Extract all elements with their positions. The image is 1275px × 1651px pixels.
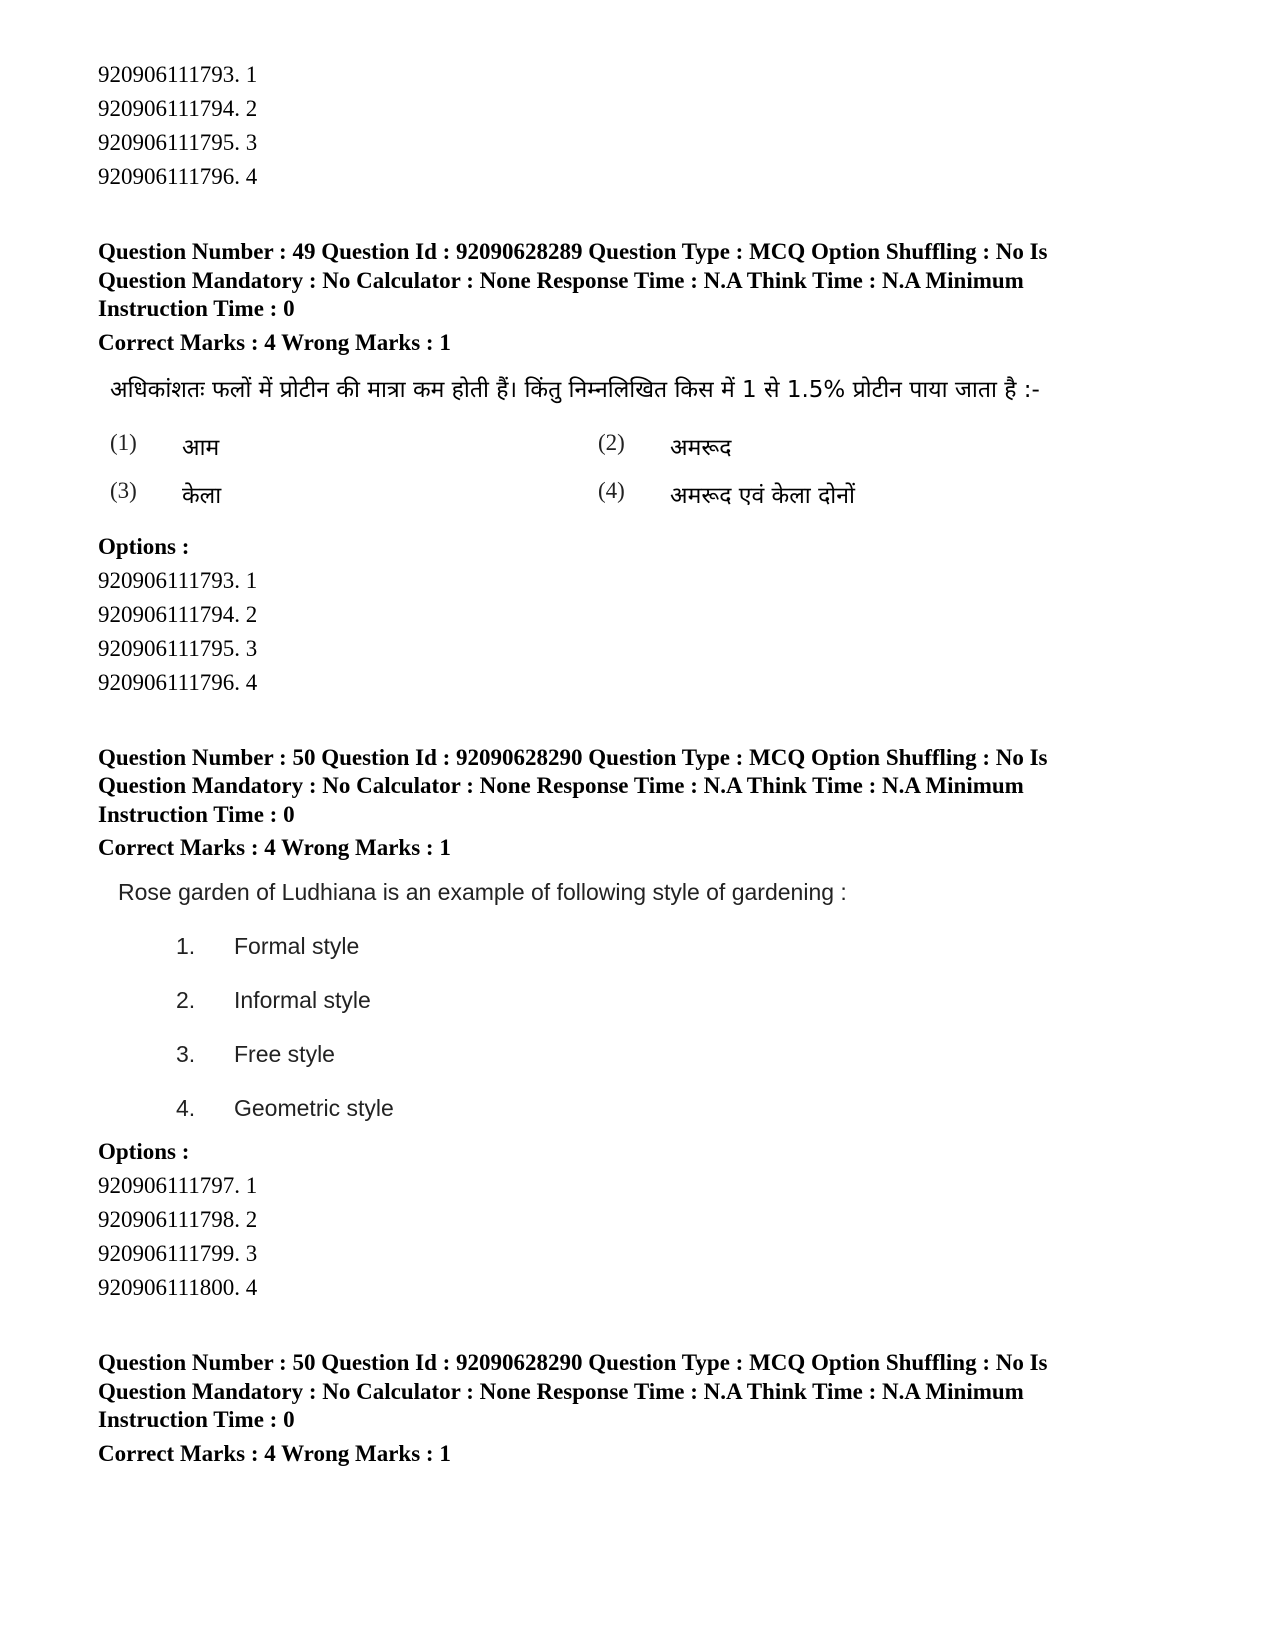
question-meta xyxy=(98,1349,1158,1435)
options-list xyxy=(98,1169,1158,1305)
choice-number: 3. xyxy=(176,1040,196,1067)
question-50-repeat xyxy=(98,1349,1158,1471)
choice-text: Free style xyxy=(234,1040,335,1067)
option-item: 920906111793. 1 xyxy=(98,62,258,87)
option-item: 920906111795. 3 xyxy=(98,635,258,661)
choice-item xyxy=(110,430,598,462)
choice-text: केला xyxy=(182,482,222,509)
choice-list xyxy=(98,919,1158,1135)
meta-line: Question Number : 50 Question Id : 92090628290 Question Type : MCQ Option Shuffling : No Is xyxy=(98,744,1048,770)
options-label: Options : xyxy=(98,1139,190,1164)
option-item: 920906111794. 2 xyxy=(98,601,258,627)
prev-options-list xyxy=(98,58,1158,194)
options-list xyxy=(98,564,1158,700)
question-49 xyxy=(98,238,1158,700)
meta-line: Instruction Time : 0 xyxy=(98,1407,295,1432)
choice-text: Geometric style xyxy=(234,1094,394,1121)
question-meta xyxy=(98,744,1158,830)
choice-number: (1) xyxy=(110,429,137,455)
choice-item xyxy=(598,478,1086,510)
choice-grid xyxy=(98,422,1158,518)
meta-line: Question Mandatory : No Calculator : None Response Time : N.A Think Time : N.A Minimum xyxy=(98,773,1024,798)
choice-item xyxy=(176,1081,1158,1135)
meta-line: Instruction Time : 0 xyxy=(98,296,295,321)
choice-item xyxy=(176,919,1158,973)
choice-text: Informal style xyxy=(234,986,371,1013)
question-meta xyxy=(98,238,1158,324)
marks-line: Correct Marks : 4 Wrong Marks : 1 xyxy=(98,835,451,860)
option-item: 920906111793. 1 xyxy=(98,567,258,593)
meta-line: Instruction Time : 0 xyxy=(98,801,295,827)
option-item: 920906111798. 2 xyxy=(98,1207,258,1232)
option-item: 920906111795. 3 xyxy=(98,130,258,155)
question-text: Rose garden of Ludhiana is an example of following style of gardening : xyxy=(118,879,847,905)
meta-line: Question Number : 49 Question Id : 92090628289 Question Type : MCQ Option Shuffling : No Is xyxy=(98,239,1048,264)
marks-line: Correct Marks : 4 Wrong Marks : 1 xyxy=(98,329,451,355)
meta-line: Question Mandatory : No Calculator : None Response Time : N.A Think Time : N.A Minimum xyxy=(98,267,1024,293)
question-50 xyxy=(98,744,1158,1306)
choice-number: 4. xyxy=(176,1094,196,1121)
choice-item xyxy=(176,1027,1158,1081)
choice-item xyxy=(110,478,598,510)
choice-number: (4) xyxy=(598,477,625,503)
choice-number: 2. xyxy=(176,986,196,1013)
choice-text: Formal style xyxy=(234,932,360,959)
choice-item xyxy=(598,430,1086,462)
option-item: 920906111796. 4 xyxy=(98,164,258,189)
option-item: 920906111794. 2 xyxy=(98,96,258,121)
meta-line: Question Number : 50 Question Id : 92090628290 Question Type : MCQ Option Shuffling : No Is xyxy=(98,1350,1048,1375)
meta-line: Question Mandatory : No Calculator : None Response Time : N.A Think Time : N.A Minimum xyxy=(98,1378,1024,1404)
choice-number: (3) xyxy=(110,477,137,503)
choice-text: आम xyxy=(182,434,220,461)
option-item: 920906111800. 4 xyxy=(98,1275,258,1300)
choice-number: 1. xyxy=(176,932,196,959)
choice-item xyxy=(176,973,1158,1027)
choice-text: अमरूद xyxy=(670,434,732,461)
options-label: Options : xyxy=(98,533,190,559)
option-item: 920906111797. 1 xyxy=(98,1173,258,1198)
choice-text: अमरूद एवं केला दोनों xyxy=(670,482,855,509)
question-text: अधिकांशतः फलों में प्रोटीन की मात्रा कम होती हैं। किंतु निम्नलिखित किस में 1 से 1.5% प्रोटीन पाया जाता है :- xyxy=(110,376,1040,403)
marks-line: Correct Marks : 4 Wrong Marks : 1 xyxy=(98,1440,451,1466)
option-item: 920906111796. 4 xyxy=(98,669,258,695)
option-item: 920906111799. 3 xyxy=(98,1241,258,1266)
choice-number: (2) xyxy=(598,429,625,455)
document-page xyxy=(98,58,1158,1471)
